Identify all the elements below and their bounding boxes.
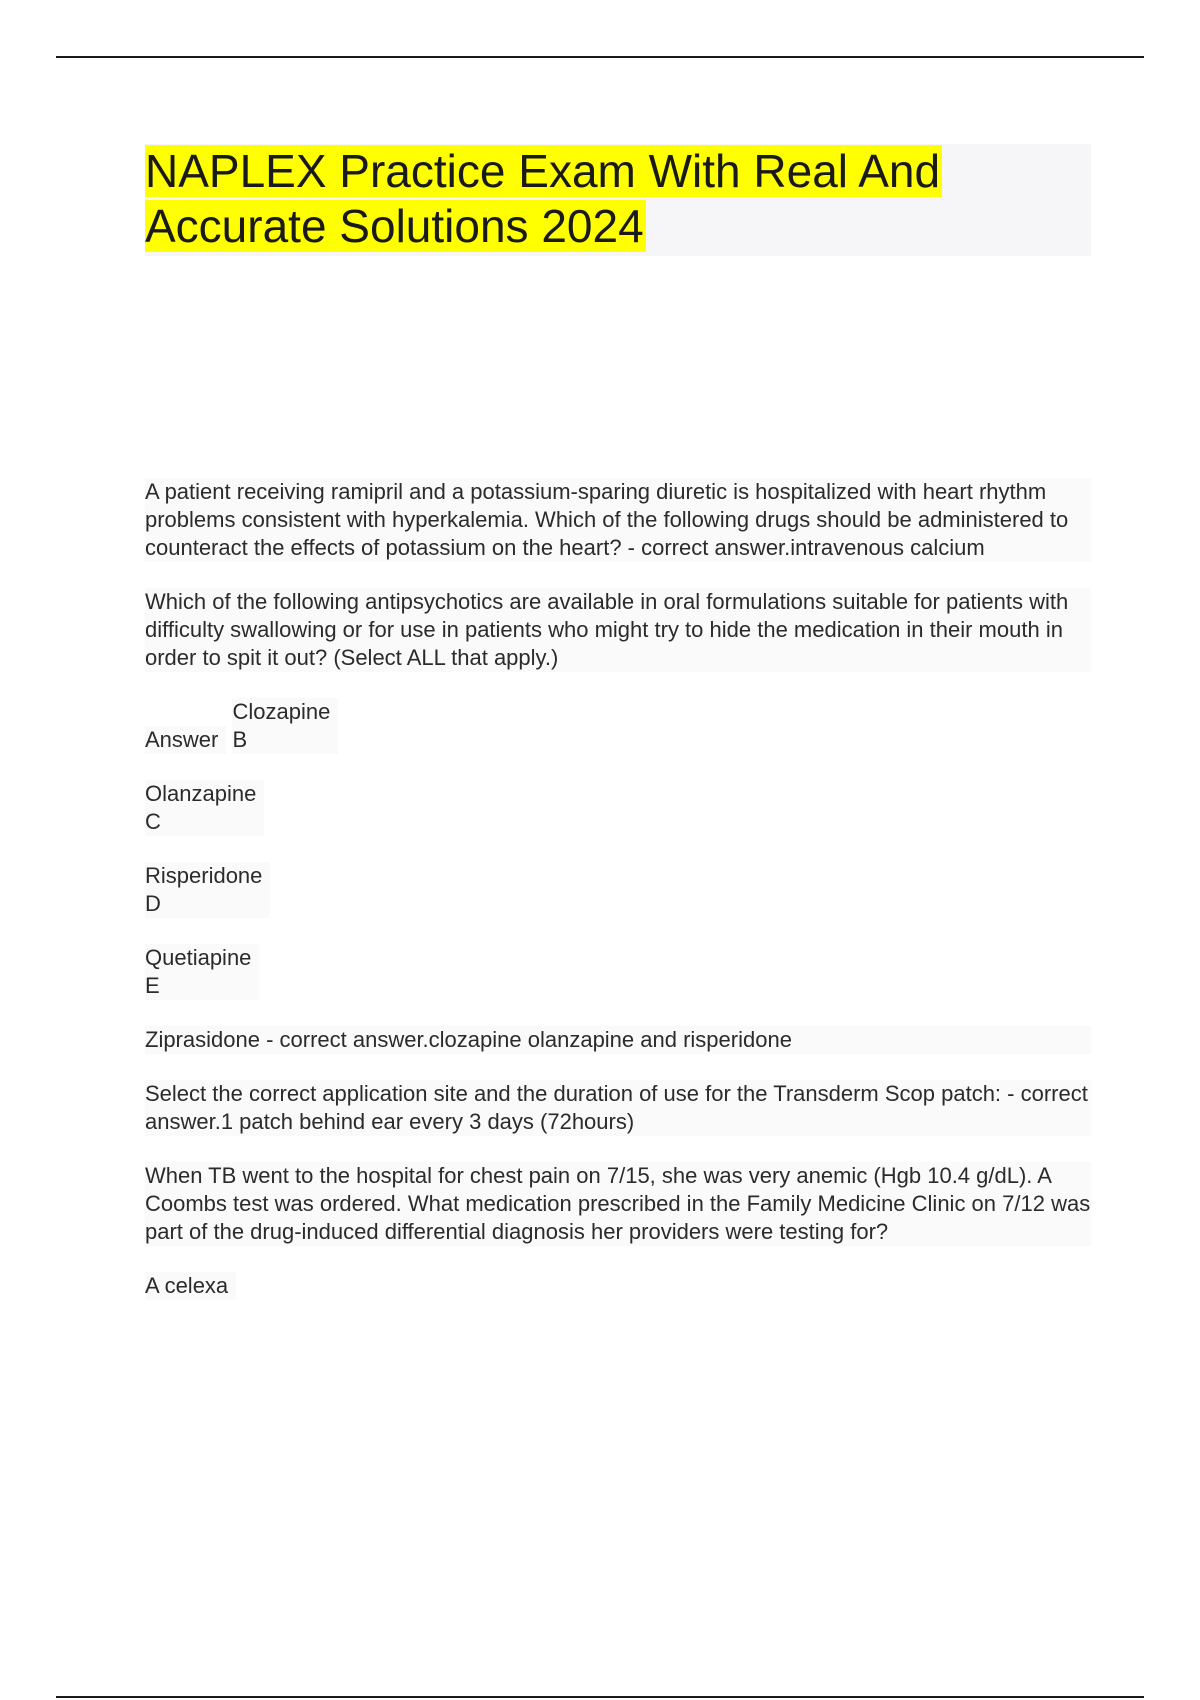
title-block: [145, 144, 1091, 256]
document-title: [145, 144, 1091, 254]
question-4: When TB went to the hospital for chest pain on 7/15, she was very anemic (Hgb 10.4 g/dL). A Coombs test was ordered. What medication prescribed in the Family Medicine Clinic on 7/12 was part of the drug-induced differential diagnosis her providers were testing for?: [145, 1163, 1091, 1244]
question-4-option-a: A celexa: [145, 1272, 236, 1300]
title-line-2: Accurate Solutions 2024: [145, 200, 644, 252]
top-rule: [56, 56, 1144, 58]
question-3: Select the correct application site and the duration of use for the Transderm Scop patch: - correct answer.1 patch behind ear every 3 days (72hours): [145, 1080, 1091, 1136]
document-body: [145, 478, 1091, 1326]
question-2-answer: Ziprasidone - correct answer.clozapine olanzapine and risperidone: [145, 1026, 1091, 1054]
option-name: Quetiapine: [145, 945, 252, 970]
title-line-1: NAPLEX Practice Exam With Real And: [145, 145, 941, 197]
question-1: A patient receiving ramipril and a potassium-sparing diuretic is hospitalized with heart rhythm problems consistent with hyperkalemia. Which of the following drugs should be administered to counteract the effects of potassium on the heart? - correct answer.intravenous calcium: [145, 478, 1091, 562]
bottom-rule: [56, 1696, 1144, 1698]
option-group-3: [145, 862, 270, 918]
option-letter: E: [145, 973, 160, 998]
option-name: Risperidone: [145, 863, 263, 888]
option-name: Clozapine: [232, 699, 331, 724]
option-letter: D: [145, 891, 161, 916]
option-group-4: [145, 944, 259, 1000]
option-group-2: [145, 780, 264, 836]
option-letter: B: [232, 727, 248, 752]
question-2: Which of the following antipsychotics are available in oral formulations suitable for patients with difficulty swallowing or for use in patients who might try to hide the medication in their mouth in order to spit it out? (Select ALL that apply.): [145, 588, 1091, 672]
answer-label: Answer: [145, 726, 226, 754]
option-letter: C: [145, 809, 161, 834]
option-name: Olanzapine: [145, 781, 257, 806]
option-group-1: [232, 698, 338, 754]
